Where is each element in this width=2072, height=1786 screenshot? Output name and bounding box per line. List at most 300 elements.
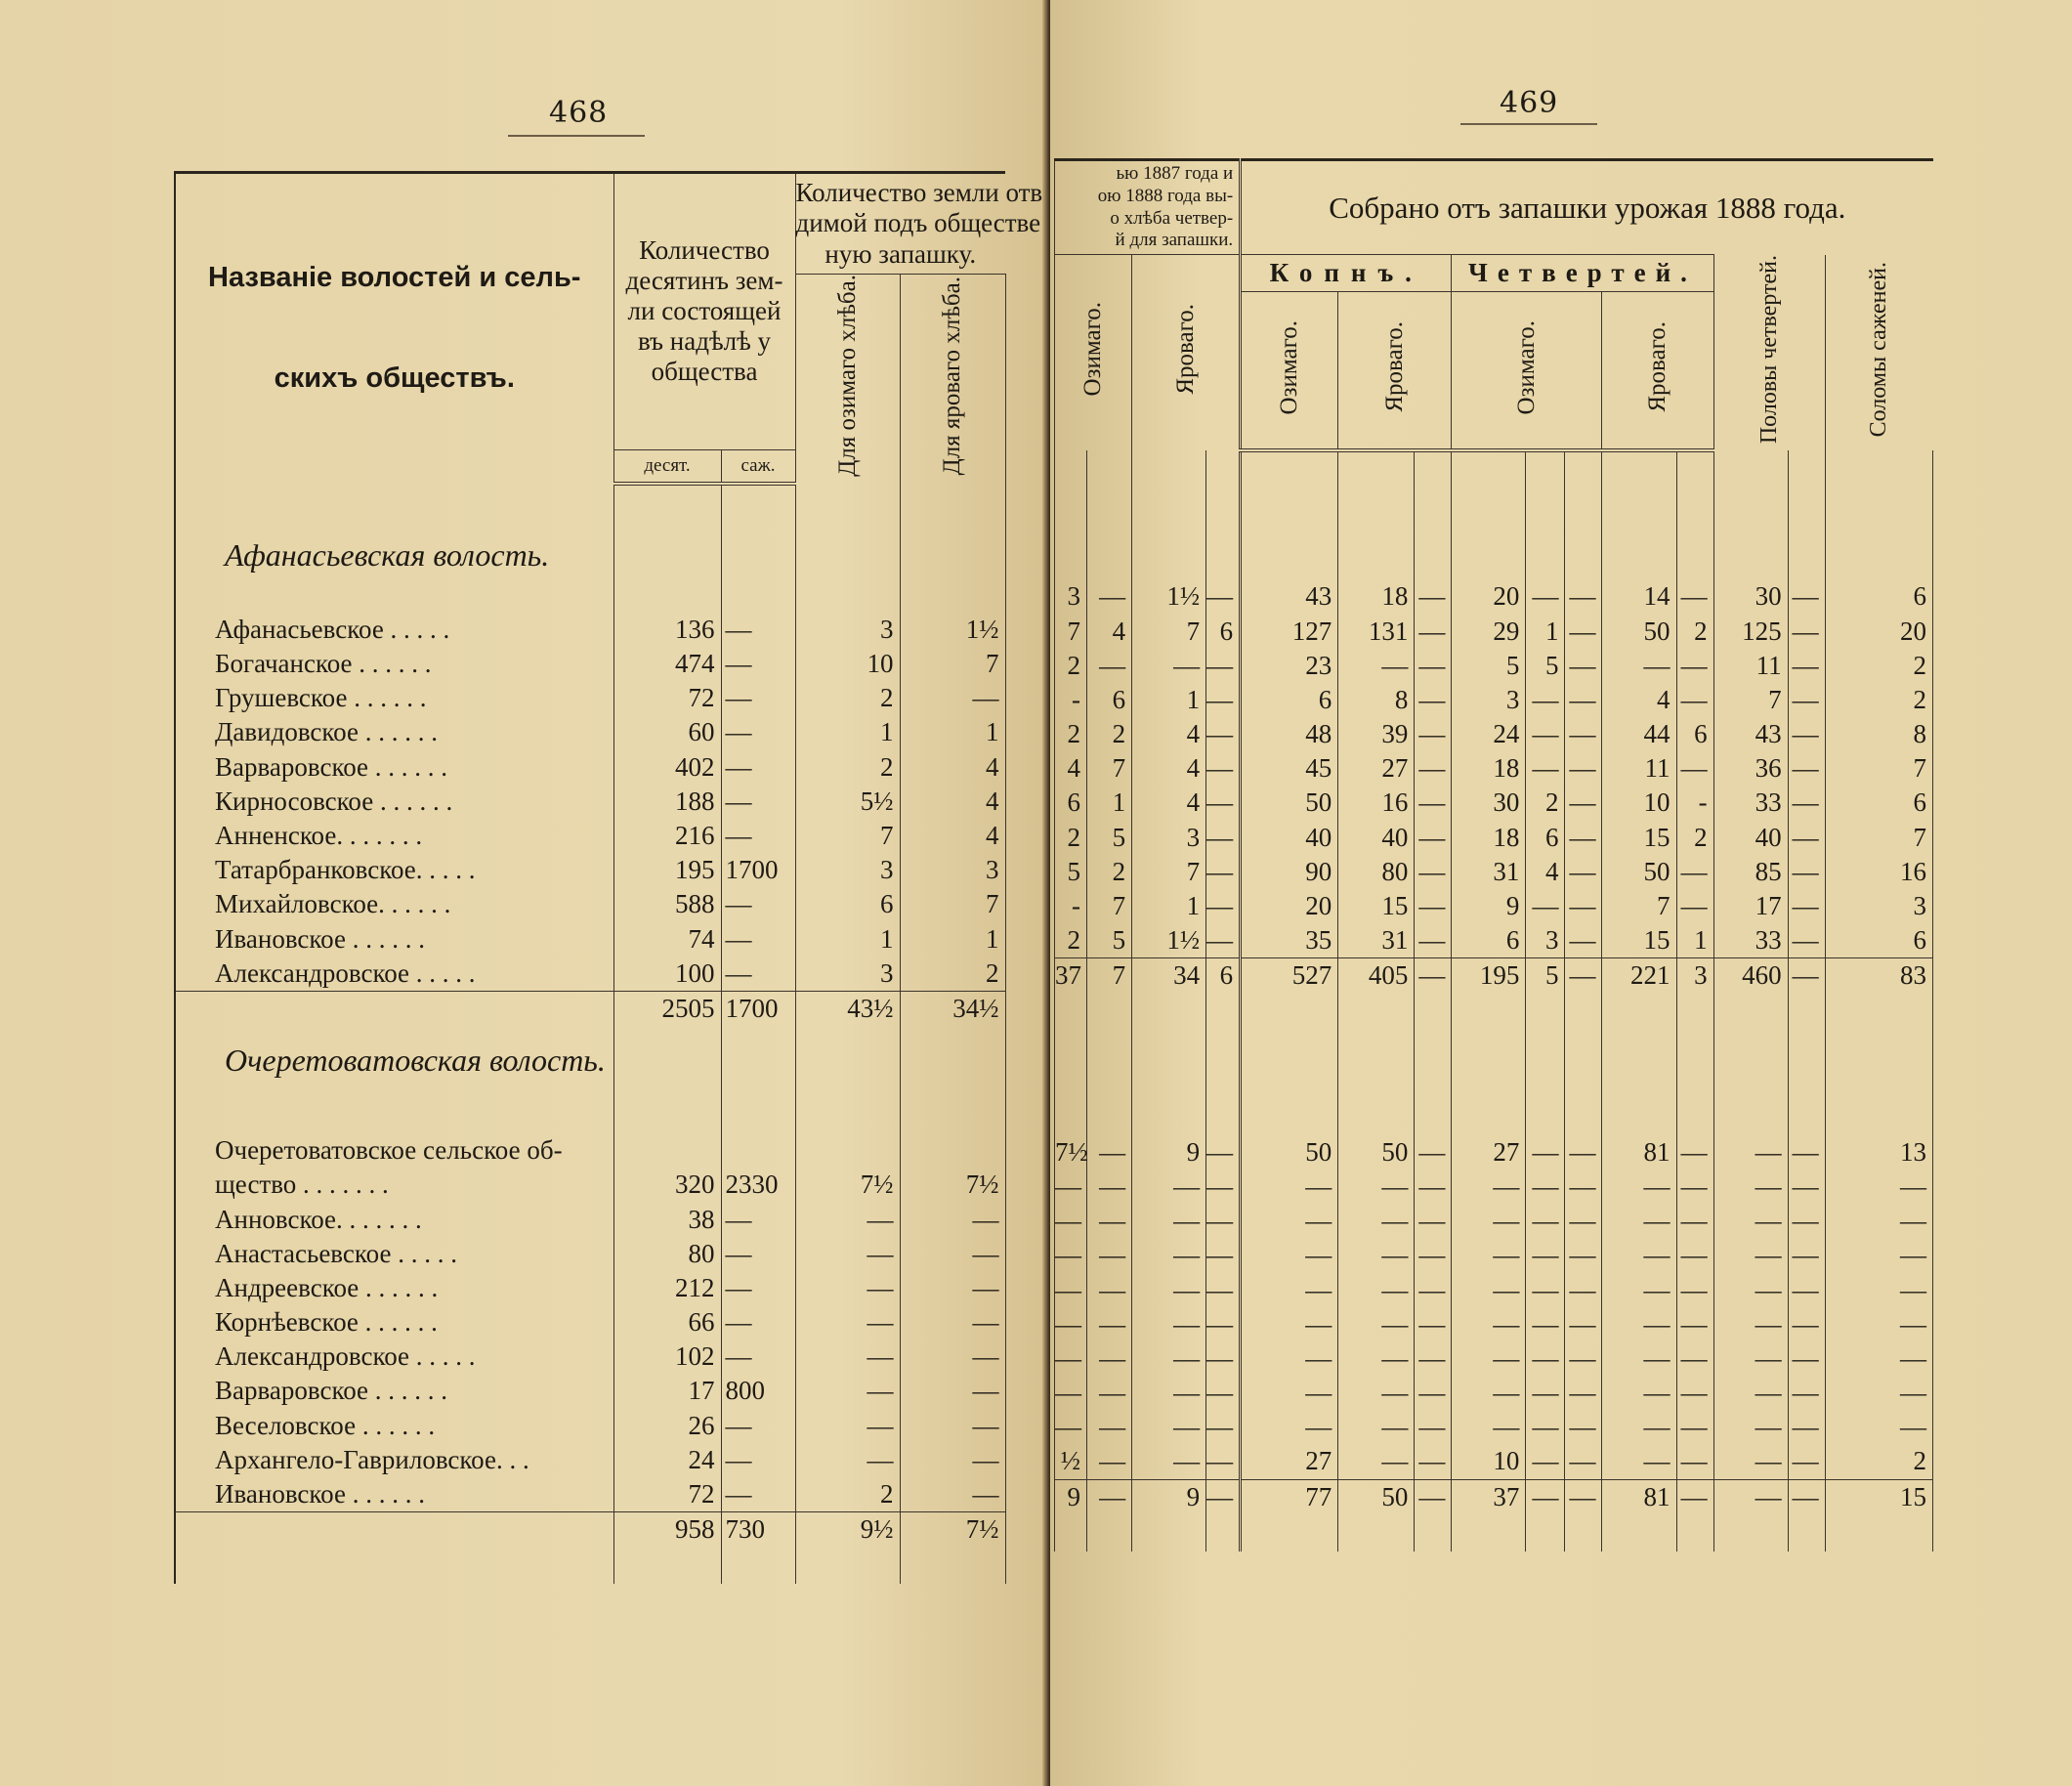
name-header-line1: Названіе волостей и сель- — [208, 262, 581, 294]
partial-header — [1055, 160, 1241, 255]
row-name — [175, 991, 613, 1026]
cell-c3: — — [1565, 1376, 1602, 1410]
spacer-cell — [1676, 562, 1713, 579]
spacer-cell — [900, 1026, 1005, 1094]
soloma-header — [1825, 255, 1932, 451]
cell-po: 30 — [1713, 579, 1788, 614]
cell-c1: 18 — [1452, 821, 1526, 855]
cell-pd: — — [1788, 649, 1825, 683]
spacer-cell — [1565, 1514, 1602, 1552]
cell-k1: 43 — [1241, 579, 1338, 614]
spacer-cell — [1055, 1514, 1087, 1552]
cell-c2: — — [1526, 717, 1565, 751]
spacer-cell — [1713, 484, 1788, 562]
cell-c4: 4 — [1602, 683, 1676, 717]
spacer-cell — [1415, 1062, 1452, 1101]
cell-p1: — — [1055, 1169, 1087, 1204]
cell-k2: 131 — [1338, 614, 1415, 648]
spacer-cell — [1132, 1514, 1206, 1552]
row-name: Варваровское . . . . . . — [175, 750, 613, 785]
cell-sazh: — — [721, 1340, 795, 1374]
name-header-line2: скихъ обществъ. — [274, 362, 515, 395]
cell-c4: — — [1602, 1169, 1676, 1204]
cell-c1: — — [1452, 1204, 1526, 1238]
table-row — [175, 1477, 1005, 1512]
cell-c4: 15 — [1602, 923, 1676, 958]
cell-c4: 50 — [1602, 855, 1676, 889]
left-body — [175, 484, 1005, 1585]
cell-so: 7 — [1825, 821, 1932, 855]
cell-sazh: 1700 — [721, 991, 795, 1026]
cell-sazh: 800 — [721, 1374, 795, 1408]
cell-des: 100 — [613, 957, 721, 992]
table-row — [175, 715, 1005, 749]
row-name: Александровское . . . . . — [175, 957, 613, 992]
cell-c3: — — [1565, 889, 1602, 923]
cell-des: 17 — [613, 1374, 721, 1408]
cell-winter: 9½ — [795, 1512, 900, 1548]
spacer-cell — [1676, 1062, 1713, 1101]
spacer-cell — [1241, 1062, 1338, 1101]
cell-k2: 27 — [1338, 751, 1415, 786]
cell-p4: — — [1206, 1204, 1241, 1238]
cell-so: — — [1825, 1238, 1932, 1272]
spacer-cell — [1087, 562, 1132, 579]
cell-k2: 15 — [1338, 889, 1415, 923]
chetvert-winter-label: Озимаго. — [1512, 319, 1540, 415]
cell-k1: 127 — [1241, 614, 1338, 648]
cell-k3: — — [1415, 1169, 1452, 1204]
cell-k2: 405 — [1338, 958, 1415, 994]
cell-sazh: — — [721, 922, 795, 957]
allot-spring-label: Для яроваго хлѣба. — [939, 276, 965, 476]
cell-p3: 4 — [1132, 717, 1206, 751]
cell-c3: — — [1565, 1204, 1602, 1238]
cell-p3: 1½ — [1132, 579, 1206, 614]
row-name: Архангело-Гавриловское. . . — [175, 1443, 613, 1477]
table-row — [1055, 751, 1933, 786]
cell-winter: — — [795, 1443, 900, 1477]
table-row — [1055, 821, 1933, 855]
cell-winter: 2 — [795, 681, 900, 715]
cell-des: 195 — [613, 853, 721, 887]
spacer-cell — [721, 1026, 795, 1094]
cell-k3: — — [1415, 1479, 1452, 1514]
spacer-cell — [1565, 1101, 1602, 1135]
spacer-cell — [1526, 1514, 1565, 1552]
cell-k2: 39 — [1338, 717, 1415, 751]
cell-p2: 7 — [1087, 751, 1132, 786]
spacer-cell — [1602, 562, 1676, 579]
cell-k2: 50 — [1338, 1135, 1415, 1169]
cell-p1: - — [1055, 683, 1087, 717]
spacer-cell — [1602, 1514, 1676, 1552]
cell-winter: 43½ — [795, 991, 900, 1026]
table-row — [1055, 649, 1933, 683]
spacer-row — [1055, 484, 1933, 562]
spacer-cell — [795, 1094, 900, 1133]
cell-pd: — — [1788, 786, 1825, 820]
cell-k3: — — [1415, 717, 1452, 751]
cell-c5: — — [1676, 855, 1713, 889]
cell-c1: — — [1452, 1410, 1526, 1444]
polovy-header — [1713, 255, 1825, 451]
spacer-cell — [1087, 994, 1132, 1062]
cell-pd: — — [1788, 717, 1825, 751]
cell-pd: — — [1788, 1135, 1825, 1169]
cell-p4: — — [1206, 1479, 1241, 1514]
cell-pd: — — [1788, 958, 1825, 994]
cell-p2: — — [1087, 1307, 1132, 1341]
cell-c2: 3 — [1526, 923, 1565, 958]
cell-pd: — — [1788, 751, 1825, 786]
spacer-cell — [1825, 994, 1932, 1062]
cell-c3: — — [1565, 855, 1602, 889]
cell-winter: 3 — [795, 613, 900, 647]
cell-p1: 7½ — [1055, 1135, 1087, 1169]
spacer-cell — [613, 1094, 721, 1133]
cell-c4: — — [1602, 1410, 1676, 1444]
partial-header-line: ою 1888 года вы- — [1097, 185, 1234, 206]
cell-p3: — — [1132, 1307, 1206, 1341]
spacer-cell — [1132, 994, 1206, 1062]
spacer-cell — [900, 1547, 1005, 1584]
table-row — [175, 1271, 1005, 1305]
cell-k2: — — [1338, 649, 1415, 683]
table-row — [175, 1133, 1005, 1168]
spacer-cell — [1055, 484, 1087, 562]
table-row — [175, 887, 1005, 921]
kopen-winter-header — [1241, 292, 1338, 450]
des-unit: десят. — [613, 449, 721, 484]
spacer-cell — [1676, 1514, 1713, 1552]
cell-k3: — — [1415, 649, 1452, 683]
spacer-row — [175, 595, 1005, 613]
cell-c4: 221 — [1602, 958, 1676, 994]
cell-winter: 3 — [795, 853, 900, 887]
row-name: Анастасьевское . . . . . — [175, 1237, 613, 1271]
table-row — [175, 1168, 1005, 1202]
cell-p4: — — [1206, 1341, 1241, 1376]
polovy-label: Половы четвертей. — [1755, 254, 1782, 444]
table-row — [175, 853, 1005, 887]
table-row — [1055, 923, 1933, 958]
cell-k3: — — [1415, 1410, 1452, 1444]
spacer-cell — [795, 484, 900, 517]
cell-k3: — — [1415, 1307, 1452, 1341]
spacer-cell — [1602, 1062, 1676, 1101]
cell-pd: — — [1788, 1410, 1825, 1444]
cell-p2: — — [1087, 1238, 1132, 1272]
cell-sazh: — — [721, 819, 795, 853]
spacer-cell — [1713, 1101, 1788, 1135]
cell-sazh: 1700 — [721, 853, 795, 887]
cell-p4: 6 — [1206, 958, 1241, 994]
row-name: щество . . . . . . . — [175, 1168, 613, 1202]
cell-pd: — — [1788, 889, 1825, 923]
cell-c3: — — [1565, 1307, 1602, 1341]
spacer-cell — [1565, 994, 1602, 1062]
spacer-cell — [1788, 1101, 1825, 1135]
cell-po: — — [1713, 1272, 1788, 1306]
cell-pd: — — [1788, 821, 1825, 855]
cell-p2: 2 — [1087, 717, 1132, 751]
cell-p4: — — [1206, 1238, 1241, 1272]
spacer-cell — [1415, 484, 1452, 562]
cell-sazh: — — [721, 1305, 795, 1340]
cell-p1: 2 — [1055, 923, 1087, 958]
cell-p4: — — [1206, 717, 1241, 751]
cell-c4: 10 — [1602, 786, 1676, 820]
cell-k3: — — [1415, 821, 1452, 855]
cell-sazh: — — [721, 647, 795, 681]
cell-des: 216 — [613, 819, 721, 853]
cell-so: 6 — [1825, 923, 1932, 958]
cell-pd: — — [1788, 579, 1825, 614]
cell-p1: 3 — [1055, 579, 1087, 614]
row-name: Очеретоватовское сельское об- — [175, 1133, 613, 1168]
cell-p3: 7 — [1132, 614, 1206, 648]
spacer-cell — [1241, 450, 1338, 484]
kopen-spring-label: Яроваго. — [1380, 321, 1408, 413]
spacer-cell — [1452, 994, 1526, 1062]
cell-des: 72 — [613, 681, 721, 715]
cell-p1: 6 — [1055, 786, 1087, 820]
cell-p4: — — [1206, 1307, 1241, 1341]
cell-c5: 3 — [1676, 958, 1713, 994]
cell-p4: — — [1206, 855, 1241, 889]
cell-so: — — [1825, 1272, 1932, 1306]
table-row — [175, 613, 1005, 647]
spacer-cell — [900, 484, 1005, 517]
spacer-cell — [1788, 450, 1825, 484]
cell-so: 2 — [1825, 649, 1932, 683]
cell-des: 26 — [613, 1409, 721, 1443]
table-row — [1055, 889, 1933, 923]
cell-p3: 34 — [1132, 958, 1206, 994]
cell-po: — — [1713, 1376, 1788, 1410]
cell-c4: 14 — [1602, 579, 1676, 614]
cell-k3: — — [1415, 1376, 1452, 1410]
cell-p2: — — [1087, 1410, 1132, 1444]
table-row — [175, 647, 1005, 681]
cell-k1: 50 — [1241, 1135, 1338, 1169]
cell-des: 474 — [613, 647, 721, 681]
cell-p2: 5 — [1087, 821, 1132, 855]
cell-des: 72 — [613, 1477, 721, 1512]
cell-p4: — — [1206, 821, 1241, 855]
cell-p3: — — [1132, 1204, 1206, 1238]
spacer-cell — [1602, 484, 1676, 562]
cell-c2: — — [1526, 1410, 1565, 1444]
cell-c5: — — [1676, 1479, 1713, 1514]
row-name: Александровское . . . . . — [175, 1340, 613, 1374]
cell-p3: — — [1132, 1376, 1206, 1410]
cell-c4: 44 — [1602, 717, 1676, 751]
cell-p4: — — [1206, 1272, 1241, 1306]
spacer-cell — [175, 484, 613, 517]
allot-winter-header — [795, 275, 900, 484]
row-name: Веселовское . . . . . . — [175, 1409, 613, 1443]
cell-c1: 6 — [1452, 923, 1526, 958]
allot-header-line: Количество земли отв — [795, 178, 1043, 208]
table-row — [1055, 1307, 1933, 1341]
cell-k1: — — [1241, 1341, 1338, 1376]
spacer-cell — [1087, 484, 1132, 562]
spacer-cell — [1206, 1514, 1241, 1552]
row-name: Ивановское . . . . . . — [175, 922, 613, 957]
volost-title: Афанасьевская волость. — [175, 517, 613, 595]
spacer-cell — [613, 595, 721, 613]
spacer-cell — [900, 1133, 1005, 1168]
cell-c5: — — [1676, 1204, 1713, 1238]
cell-k2: 31 — [1338, 923, 1415, 958]
spacer-cell — [1055, 994, 1087, 1062]
row-name: Варваровское . . . . . . — [175, 1374, 613, 1408]
spacer-cell — [1087, 1514, 1132, 1552]
cell-po: 125 — [1713, 614, 1788, 648]
cell-spring: 7½ — [900, 1512, 1005, 1548]
cell-so: 16 — [1825, 855, 1932, 889]
cell-p3: — — [1132, 1341, 1206, 1376]
spacer-cell — [1415, 450, 1452, 484]
cell-c5: — — [1676, 889, 1713, 923]
row-name: Татарбранковское. . . . . — [175, 853, 613, 887]
cell-c4: — — [1602, 1272, 1676, 1306]
cell-c3: — — [1565, 579, 1602, 614]
cell-c2: — — [1526, 683, 1565, 717]
cell-c2: — — [1526, 889, 1565, 923]
cell-spring: — — [900, 1409, 1005, 1443]
table-row — [175, 1202, 1005, 1236]
cell-k2: — — [1338, 1307, 1415, 1341]
cell-c5: — — [1676, 1135, 1713, 1169]
cell-p3: — — [1132, 649, 1206, 683]
table-row — [175, 1305, 1005, 1340]
cell-po: 17 — [1713, 889, 1788, 923]
cell-p3: 9 — [1132, 1135, 1206, 1169]
cell-c5: — — [1676, 1410, 1713, 1444]
cell-pd: — — [1788, 1238, 1825, 1272]
spacer-cell — [1241, 484, 1338, 562]
cell-c1: 195 — [1452, 958, 1526, 994]
cell-sazh: — — [721, 1271, 795, 1305]
cell-sazh: — — [721, 1443, 795, 1477]
cell-winter: 7 — [795, 819, 900, 853]
allot-header-line: ную запашку. — [825, 238, 977, 269]
cell-po: 11 — [1713, 649, 1788, 683]
cell-k2: 50 — [1338, 1479, 1415, 1514]
cell-des: 188 — [613, 785, 721, 819]
spacer-cell — [1452, 1514, 1526, 1552]
cell-k2: 16 — [1338, 786, 1415, 820]
table-row — [175, 1374, 1005, 1408]
volost-title: Очеретоватовская волость. — [175, 1026, 613, 1094]
cell-c2: 2 — [1526, 786, 1565, 820]
cell-po: — — [1713, 1307, 1788, 1341]
cell-c4: 11 — [1602, 751, 1676, 786]
cell-k1: 23 — [1241, 649, 1338, 683]
cell-winter: 5½ — [795, 785, 900, 819]
spacer-cell — [1087, 450, 1132, 484]
partial-header-line: й для запашки. — [1115, 230, 1234, 251]
spacer-cell — [1713, 450, 1788, 484]
spacer-cell — [1825, 450, 1932, 484]
cell-sazh: — — [721, 1409, 795, 1443]
cell-spring: 7 — [900, 887, 1005, 921]
land-header-line: десятинъ зем- — [625, 266, 783, 296]
spacer-cell — [1415, 994, 1452, 1062]
spacer-cell — [1565, 450, 1602, 484]
cell-sazh: — — [721, 1202, 795, 1236]
cell-po: 7 — [1713, 683, 1788, 717]
cell-k2: 40 — [1338, 821, 1415, 855]
cell-k1: — — [1241, 1307, 1338, 1341]
cell-spring: — — [900, 1202, 1005, 1236]
spacer-cell — [721, 1133, 795, 1168]
cell-k1: — — [1241, 1238, 1338, 1272]
spacer-cell — [900, 1094, 1005, 1133]
kopen-winter-label: Озимаго. — [1276, 319, 1303, 415]
table-row — [1055, 683, 1933, 717]
spacer-cell — [1087, 1062, 1132, 1101]
partial-spring-header — [1132, 255, 1241, 451]
cell-c3: — — [1565, 821, 1602, 855]
cell-c2: — — [1526, 579, 1565, 614]
cell-k1: 6 — [1241, 683, 1338, 717]
cell-c4: — — [1602, 1341, 1676, 1376]
spacer-cell — [1526, 484, 1565, 562]
cell-p4: — — [1206, 1169, 1241, 1204]
spacer-cell — [175, 1094, 613, 1133]
cell-spring: 1 — [900, 715, 1005, 749]
row-name: Анненское. . . . . . . — [175, 819, 613, 853]
cell-c5: 1 — [1676, 923, 1713, 958]
cell-k3: — — [1415, 889, 1452, 923]
cell-k1: — — [1241, 1410, 1338, 1444]
cell-c1: 9 — [1452, 889, 1526, 923]
cell-c5: — — [1676, 1307, 1713, 1341]
spacer-cell — [1055, 1062, 1087, 1101]
cell-c3: — — [1565, 751, 1602, 786]
cell-k2: — — [1338, 1444, 1415, 1479]
spacer-row — [1055, 1062, 1933, 1101]
cell-c4: — — [1602, 649, 1676, 683]
allot-header-line: димой подъ обществе — [795, 208, 1041, 238]
cell-so: — — [1825, 1376, 1932, 1410]
cell-p1: 2 — [1055, 821, 1087, 855]
cell-des: 24 — [613, 1443, 721, 1477]
table-row — [1055, 1135, 1933, 1169]
cell-c1: — — [1452, 1341, 1526, 1376]
spacer-cell — [1055, 562, 1087, 579]
spacer-cell — [1338, 1514, 1415, 1552]
table-row — [1055, 1444, 1933, 1479]
table-row — [175, 1512, 1005, 1548]
cell-winter: — — [795, 1374, 900, 1408]
cell-p1: — — [1055, 1238, 1087, 1272]
row-name: Анновское. . . . . . . — [175, 1202, 613, 1236]
cell-k2: — — [1338, 1169, 1415, 1204]
cell-so: — — [1825, 1204, 1932, 1238]
cell-winter: 2 — [795, 750, 900, 785]
cell-c3: — — [1565, 1135, 1602, 1169]
cell-k3: — — [1415, 614, 1452, 648]
chetvert-spring-label: Яроваго. — [1644, 321, 1671, 413]
cell-p2: 1 — [1087, 786, 1132, 820]
cell-spring: 1 — [900, 922, 1005, 957]
cell-sazh: — — [721, 750, 795, 785]
